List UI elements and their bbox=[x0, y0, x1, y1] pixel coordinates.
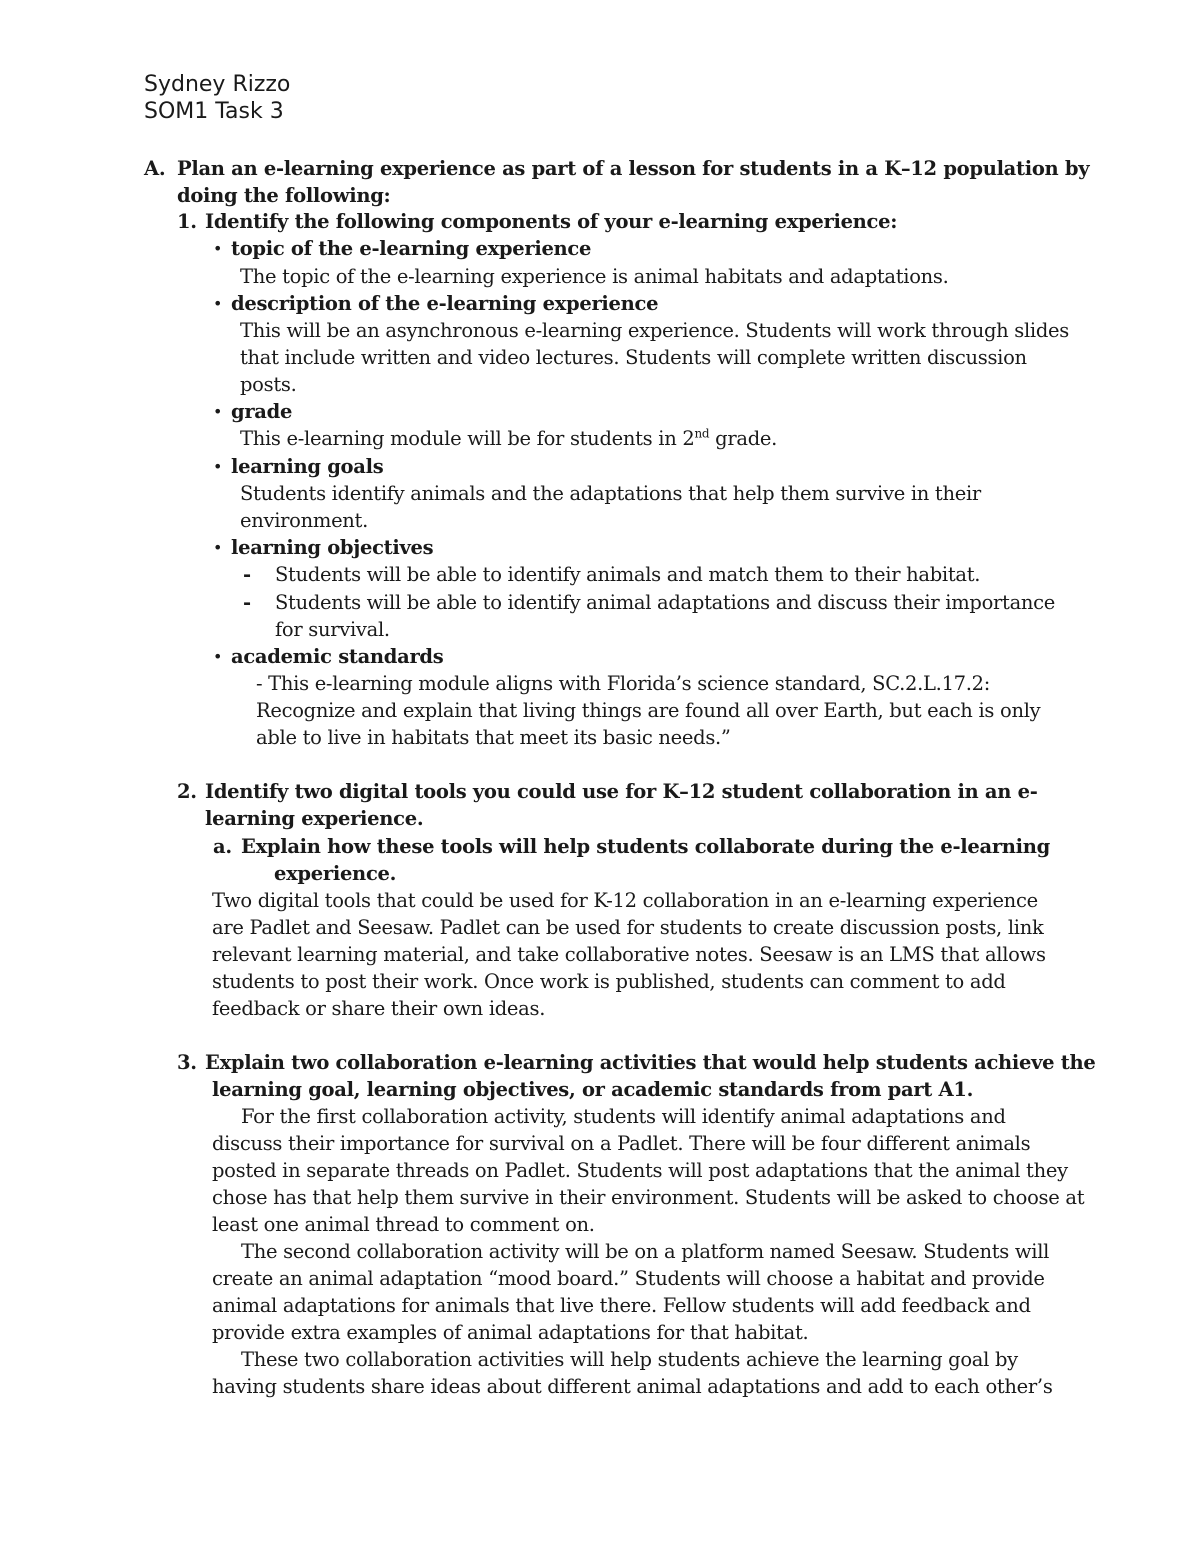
question-2-answer-line: relevant learning material, and take collaborative notes. Seesaw is an LMS that allows bbox=[212, 943, 1046, 966]
objective-dash: - bbox=[243, 563, 251, 586]
question-3-answer-line: chose has that help them survive in their environment. Students will be asked to choose at bbox=[212, 1186, 1085, 1209]
learning-goals-label: learning goals bbox=[231, 455, 384, 478]
question-2a-marker: a. bbox=[213, 835, 232, 858]
description-answer-line-1: This will be an asynchronous e-learning experience. Students will work through slides bbox=[240, 319, 1069, 342]
learning-objectives-label: learning objectives bbox=[231, 536, 434, 559]
question-2a-prompt-line-2: experience. bbox=[274, 862, 397, 885]
question-3-answer-line: The second collaboration activity will be on a platform named Seesaw. Students will bbox=[241, 1240, 1050, 1263]
description-label: description of the e-learning experience bbox=[231, 292, 659, 315]
question-2-prompt-line-1: Identify two digital tools you could use for K–12 student collaboration in an e- bbox=[205, 780, 1038, 803]
section-a-prompt-line-2: doing the following: bbox=[177, 184, 391, 207]
bullet-icon: • bbox=[213, 647, 223, 666]
topic-answer: The topic of the e-learning experience is animal habitats and adaptations. bbox=[240, 265, 949, 288]
question-3-answer-line: least one animal thread to comment on. bbox=[212, 1213, 595, 1236]
description-answer-line-2: that include written and video lectures. Students will complete written discussion bbox=[240, 346, 1027, 369]
standards-line-1: - This e-learning module aligns with Florida’s science standard, SC.2.L.17.2: bbox=[256, 672, 991, 695]
topic-label: topic of the e-learning experience bbox=[231, 237, 592, 260]
grade-answer-text: This e-learning module will be for students in 2 bbox=[240, 427, 695, 450]
grade-answer bbox=[240, 425, 777, 452]
question-2-answer-line: students to post their work. Once work is published, students can comment to add bbox=[212, 970, 1006, 993]
author-name: Sydney Rizzo bbox=[144, 72, 291, 97]
question-3-answer-line: These two collaboration activities will help students achieve the learning goal by bbox=[241, 1348, 1018, 1371]
objective-dash: - bbox=[243, 591, 251, 614]
question-2-prompt-line-2: learning experience. bbox=[205, 807, 424, 830]
question-2-answer-line: feedback or share their own ideas. bbox=[212, 997, 546, 1020]
question-2-answer-line: are Padlet and Seesaw. Padlet can be used for students to create discussion posts, link bbox=[212, 916, 1044, 939]
objective-2-line-1: Students will be able to identify animal adaptations and discuss their importance bbox=[275, 591, 1056, 614]
question-3-answer-line: discuss their importance for survival on a Padlet. There will be four different animals bbox=[212, 1132, 1031, 1155]
learning-goals-line-1: Students identify animals and the adaptations that help them survive in their bbox=[240, 482, 981, 505]
question-3-prompt-line-2: learning goal, learning objectives, or academic standards from part A1. bbox=[212, 1078, 974, 1101]
grade-ordinal-suffix: nd bbox=[694, 426, 710, 441]
question-2-answer-line: Two digital tools that could be used for K-12 collaboration in an e-learning experience bbox=[212, 889, 1038, 912]
academic-standards-label: academic standards bbox=[231, 645, 444, 668]
bullet-icon: • bbox=[213, 402, 223, 421]
question-3-answer-line: posted in separate threads on Padlet. Students will post adaptations that the animal they bbox=[212, 1159, 1068, 1182]
question-3-prompt-line-1: Explain two collaboration e-learning activities that would help students achieve the bbox=[205, 1051, 1096, 1074]
assignment-title: SOM1 Task 3 bbox=[144, 99, 284, 124]
bullet-icon: • bbox=[213, 538, 223, 557]
grade-label: grade bbox=[231, 400, 293, 423]
question-3-answer-line: animal adaptations for animals that live there. Fellow students will add feedback and bbox=[212, 1294, 1031, 1317]
standards-line-3: able to live in habitats that meet its basic needs.” bbox=[256, 726, 731, 749]
question-2a-prompt-line-1: Explain how these tools will help students collaborate during the e-learning bbox=[241, 835, 1051, 858]
grade-answer-end: grade. bbox=[709, 427, 778, 450]
question-3-answer-line: provide extra examples of animal adaptations for that habitat. bbox=[212, 1321, 809, 1344]
section-a-prompt-line-1: Plan an e-learning experience as part of a lesson for students in a K–12 population by bbox=[177, 157, 1090, 180]
standards-line-2: Recognize and explain that living things are found all over Earth, but each is only bbox=[256, 699, 1041, 722]
question-3-answer-line: having students share ideas about different animal adaptations and add to each other’s bbox=[212, 1375, 1053, 1398]
section-a-marker: A. bbox=[144, 157, 166, 180]
bullet-icon: • bbox=[213, 294, 223, 313]
question-1-prompt: Identify the following components of your e-learning experience: bbox=[205, 210, 898, 233]
question-2-marker: 2. bbox=[177, 780, 197, 803]
objective-2-line-2: for survival. bbox=[275, 618, 390, 641]
question-3-answer-line: create an animal adaptation “mood board.” Students will choose a habitat and provide bbox=[212, 1267, 1045, 1290]
question-1-marker: 1. bbox=[177, 210, 197, 233]
bullet-icon: • bbox=[213, 239, 223, 258]
objective-1: Students will be able to identify animals and match them to their habitat. bbox=[275, 563, 981, 586]
question-3-answer-line: For the first collaboration activity, students will identify animal adaptations and bbox=[241, 1105, 1006, 1128]
question-3-marker: 3. bbox=[177, 1051, 197, 1074]
bullet-icon: • bbox=[213, 457, 223, 476]
description-answer-line-3: posts. bbox=[240, 373, 297, 396]
learning-goals-line-2: environment. bbox=[240, 509, 368, 532]
